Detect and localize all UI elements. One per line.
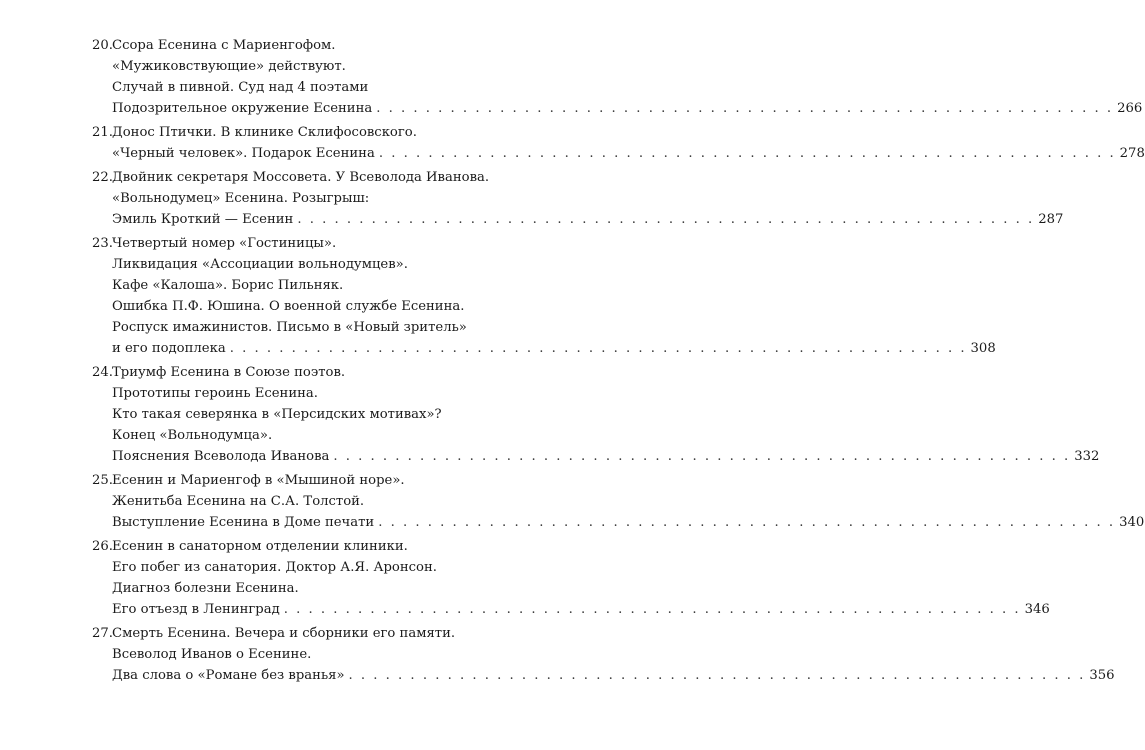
- toc-entry-line: Роспуск имажинистов. Письмо в «Новый зритель»: [112, 320, 467, 335]
- toc-entry-last-line: [112, 338, 996, 359]
- toc-entry-line: Смерть Есенина. Вечера и сборники его памяти.: [112, 626, 456, 641]
- toc-page-number: 346: [1024, 602, 1050, 617]
- toc-entry-last-text: Эмиль Кроткий — Есенин: [112, 212, 294, 227]
- toc-entry-last-line: [112, 599, 1050, 620]
- toc-leader-dots: . . . . . . . . . . . . . . . . . . . . . . . . . . . . . . . . . . . . . . . . . . . . . . . . . . . . . . . . . . . .: [378, 515, 1116, 530]
- toc-entry-lines: [112, 35, 1142, 119]
- toc-leader-dots: . . . . . . . . . . . . . . . . . . . . . . . . . . . . . . . . . . . . . . . . . . . . . . . . . . . . . . . . . . . .: [297, 212, 1035, 227]
- toc-entry-lines: [112, 233, 996, 359]
- toc-entry-last-line: [112, 209, 1063, 230]
- toc-entry: [92, 233, 996, 359]
- toc-entry: [92, 470, 1145, 533]
- toc-leader-dots: . . . . . . . . . . . . . . . . . . . . . . . . . . . . . . . . . . . . . . . . . . . . . . . . . . . . . . . . . . . .: [229, 341, 967, 356]
- toc-entry: [92, 122, 1145, 164]
- toc-entry-number: 26.: [92, 539, 113, 554]
- toc-entry-number: 27.: [92, 626, 113, 641]
- toc-entry-last-text: Подозрительное окружение Есенина: [112, 101, 373, 116]
- toc-entry: [92, 167, 1064, 230]
- toc-page-number: 266: [1117, 101, 1143, 116]
- toc-entry-last-text: Его отъезд в Ленинград: [112, 602, 280, 617]
- toc-leader-dots: . . . . . . . . . . . . . . . . . . . . . . . . . . . . . . . . . . . . . . . . . . . . . . . . . . . . . . . . . . . .: [333, 449, 1071, 464]
- toc-entry-number: 21.: [92, 125, 113, 140]
- toc-entry-last-line: [112, 665, 1115, 686]
- toc-entry-line: Случай в пивной. Суд над 4 поэтами: [112, 80, 369, 95]
- toc-page-number: 287: [1038, 212, 1064, 227]
- toc-entry-number: 22.: [92, 170, 113, 185]
- toc-entry-line: Ликвидация «Ассоциации вольнодумцев».: [112, 257, 408, 272]
- toc-page-number: 332: [1074, 449, 1100, 464]
- toc-entry-lines: [112, 122, 1145, 164]
- toc-page-number: 340: [1119, 515, 1145, 530]
- toc-leader-dots: . . . . . . . . . . . . . . . . . . . . . . . . . . . . . . . . . . . . . . . . . . . . . . . . . . . . . . . . . . . .: [376, 101, 1114, 116]
- toc-entry-line: Четвертый номер «Гостиницы».: [112, 236, 337, 251]
- toc-entry: [92, 362, 1100, 467]
- toc-entry-line: Женитьба Есенина на С.А. Толстой.: [112, 494, 365, 509]
- toc-entry-line: Прототипы героинь Есенина.: [112, 386, 318, 401]
- toc-entry-line: Донос Птички. В клинике Склифосовского.: [112, 125, 417, 140]
- toc-entry-line: Всеволод Иванов о Есенине.: [112, 647, 312, 662]
- toc-page-number: 308: [970, 341, 996, 356]
- toc-entry-line: Есенин и Мариенгоф в «Мышиной норе».: [112, 473, 405, 488]
- toc-entry-line: Кто такая северянка в «Персидских мотивах»?: [112, 407, 442, 422]
- toc-entry-lines: [112, 167, 1063, 230]
- toc-entry-last-text: Два слова о «Романе без вранья»: [112, 668, 345, 683]
- toc-page-number: 278: [1119, 146, 1145, 161]
- toc-entry-last-line: [112, 512, 1144, 533]
- toc-leader-dots: . . . . . . . . . . . . . . . . . . . . . . . . . . . . . . . . . . . . . . . . . . . . . . . . . . . . . . . . . . . .: [378, 146, 1116, 161]
- toc-entry-line: Его побег из санатория. Доктор А.Я. Аронсон.: [112, 560, 437, 575]
- toc-entry-last-line: [112, 446, 1099, 467]
- toc-entry-line: Диагноз болезни Есенина.: [112, 581, 299, 596]
- toc-entry-lines: [112, 470, 1144, 533]
- toc-entry-number: 24.: [92, 365, 113, 380]
- toc-entry-number: 23.: [92, 236, 113, 251]
- toc-entry: [92, 536, 1050, 620]
- toc-page-number: 356: [1089, 668, 1115, 683]
- toc-entry-last-text: и его подоплека: [112, 341, 226, 356]
- toc-entry-last-line: [112, 98, 1142, 119]
- toc-entry-lines: [112, 536, 1050, 620]
- toc-entry-line: Двойник секретаря Моссовета. У Всеволода Иванова.: [112, 170, 490, 185]
- toc-entry-line: «Вольнодумец» Есенина. Розыгрыш:: [112, 191, 370, 206]
- toc-entry-line: Триумф Есенина в Союзе поэтов.: [112, 365, 346, 380]
- toc-entry-last-line: [112, 143, 1145, 164]
- toc-entry-number: 25.: [92, 473, 113, 488]
- table-of-contents: [92, 35, 1145, 689]
- toc-entry: [92, 623, 1115, 686]
- toc-entry-line: Есенин в санаторном отделении клиники.: [112, 539, 408, 554]
- toc-entry-last-text: Выступление Есенина в Доме печати: [112, 515, 375, 530]
- toc-leader-dots: . . . . . . . . . . . . . . . . . . . . . . . . . . . . . . . . . . . . . . . . . . . . . . . . . . . . . . . . . . . .: [348, 668, 1086, 683]
- toc-entry-lines: [112, 623, 1115, 686]
- toc-entry-line: «Мужиковствующие» действуют.: [112, 59, 346, 74]
- toc-entry-last-text: «Черный человек». Подарок Есенина: [112, 146, 375, 161]
- toc-entry: [92, 35, 1143, 119]
- toc-entry-line: Конец «Вольнодумца».: [112, 428, 273, 443]
- toc-entry-lines: [112, 362, 1099, 467]
- toc-entry-line: Кафе «Калоша». Борис Пильняк.: [112, 278, 344, 293]
- toc-entry-last-text: Пояснения Всеволода Иванова: [112, 449, 330, 464]
- toc-entry-line: Ссора Есенина с Мариенгофом.: [112, 38, 336, 53]
- toc-leader-dots: . . . . . . . . . . . . . . . . . . . . . . . . . . . . . . . . . . . . . . . . . . . . . . . . . . . . . . . . . . . .: [283, 602, 1021, 617]
- toc-entry-line: Ошибка П.Ф. Юшина. О военной службе Есенина.: [112, 299, 465, 314]
- toc-entry-number: 20.: [92, 38, 113, 53]
